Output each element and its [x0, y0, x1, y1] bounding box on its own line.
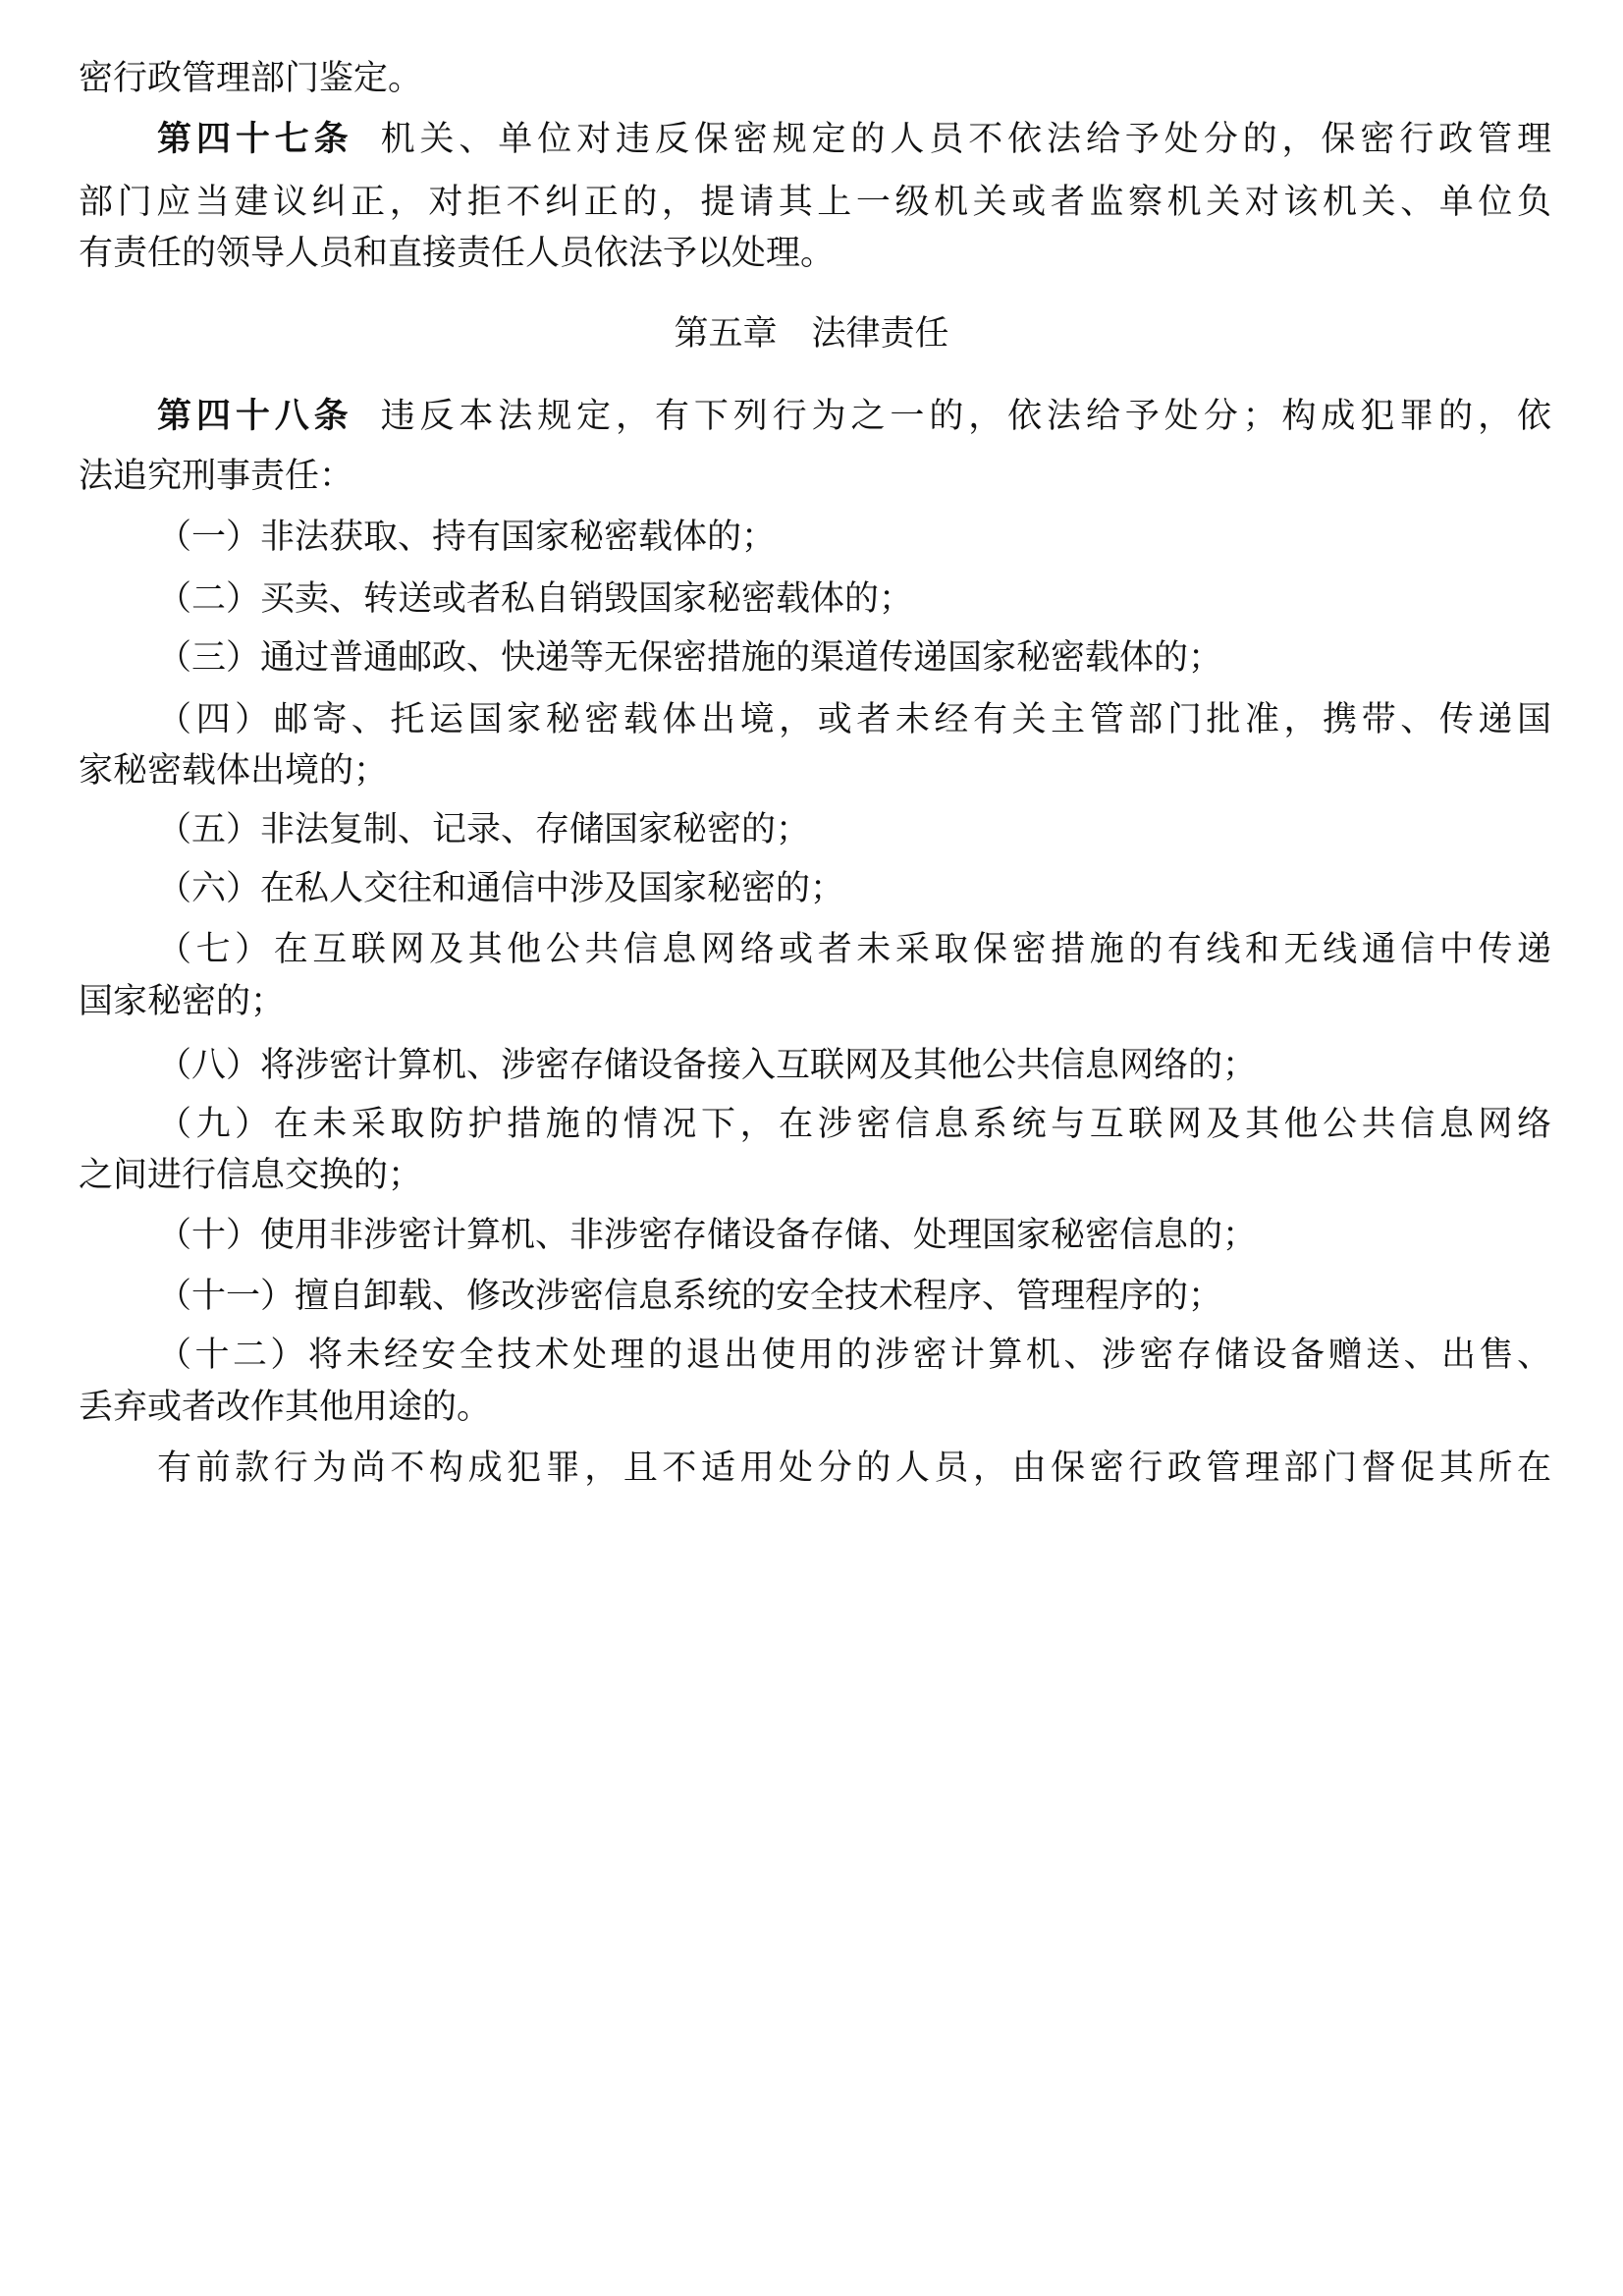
list-item: （二）买卖、转送或者私自销毁国家秘密载体的； — [157, 579, 914, 619]
chapter-title: 第五章 法律责任 — [674, 314, 949, 354]
article-number: 第四十八条 — [157, 396, 353, 436]
list-item: （十一）擅自卸载、修改涉密信息系统的安全技术程序、管理程序的； — [157, 1277, 1223, 1316]
list-item: （十二）将未经安全技术处理的退出使用的涉密计算机、涉密存储设备赠送、出售、 — [157, 1336, 1551, 1375]
list-item: （八）将涉密计算机、涉密存储设备接入互联网及其他公共信息网络的； — [157, 1046, 1258, 1085]
article-number: 第四十七条 — [157, 119, 353, 159]
article-text: 违反本法规定，有下列行为之一的，依法给予处分；构成犯罪的，依 — [380, 397, 1551, 436]
list-item: （一）非法获取、持有国家秘密载体的； — [157, 518, 777, 557]
list-item-continuation: 家秘密载体出境的； — [79, 751, 389, 791]
list-item: （九）在未采取防护措施的情况下，在涉密信息系统与互联网及其他公共信息网络 — [157, 1105, 1551, 1144]
article-47-line-3: 有责任的领导人员和直接责任人员依法予以处理。 — [79, 234, 836, 273]
article-47-line-1 — [157, 115, 1551, 164]
article-48-line-1 — [157, 392, 1551, 441]
closing-paragraph: 有前款行为尚不构成犯罪，且不适用处分的人员，由保密行政管理部门督促其所在 — [157, 1449, 1551, 1488]
list-item: （十）使用非涉密计算机、非涉密存储设备存储、处理国家秘密信息的； — [157, 1216, 1258, 1255]
list-item: （六）在私人交往和通信中涉及国家秘密的； — [157, 869, 845, 908]
list-item: （四）邮寄、托运国家秘密载体出境，或者未经有关主管部门批准，携带、传递国 — [157, 700, 1551, 739]
list-item-continuation: 丢弃或者改作其他用途的。 — [79, 1388, 492, 1427]
article-48-line-2: 法追究刑事责任： — [79, 457, 354, 496]
list-item: （七）在互联网及其他公共信息网络或者未采取保密措施的有线和无线通信中传递 — [157, 930, 1551, 969]
list-item: （五）非法复制、记录、存储国家秘密的； — [157, 810, 811, 849]
list-item-continuation: 国家秘密的； — [79, 982, 286, 1021]
list-item: （三）通过普通邮政、快递等无保密措施的渠道传递国家秘密载体的； — [157, 638, 1223, 678]
list-item-continuation: 之间进行信息交换的； — [79, 1156, 423, 1195]
article-text: 机关、单位对违反保密规定的人员不依法给予处分的，保密行政管理 — [380, 120, 1551, 159]
article-47-line-2: 部门应当建议纠正，对拒不纠正的，提请其上一级机关或者监察机关对该机关、单位负 — [79, 183, 1551, 222]
continuation-text: 密行政管理部门鉴定。 — [79, 59, 423, 98]
